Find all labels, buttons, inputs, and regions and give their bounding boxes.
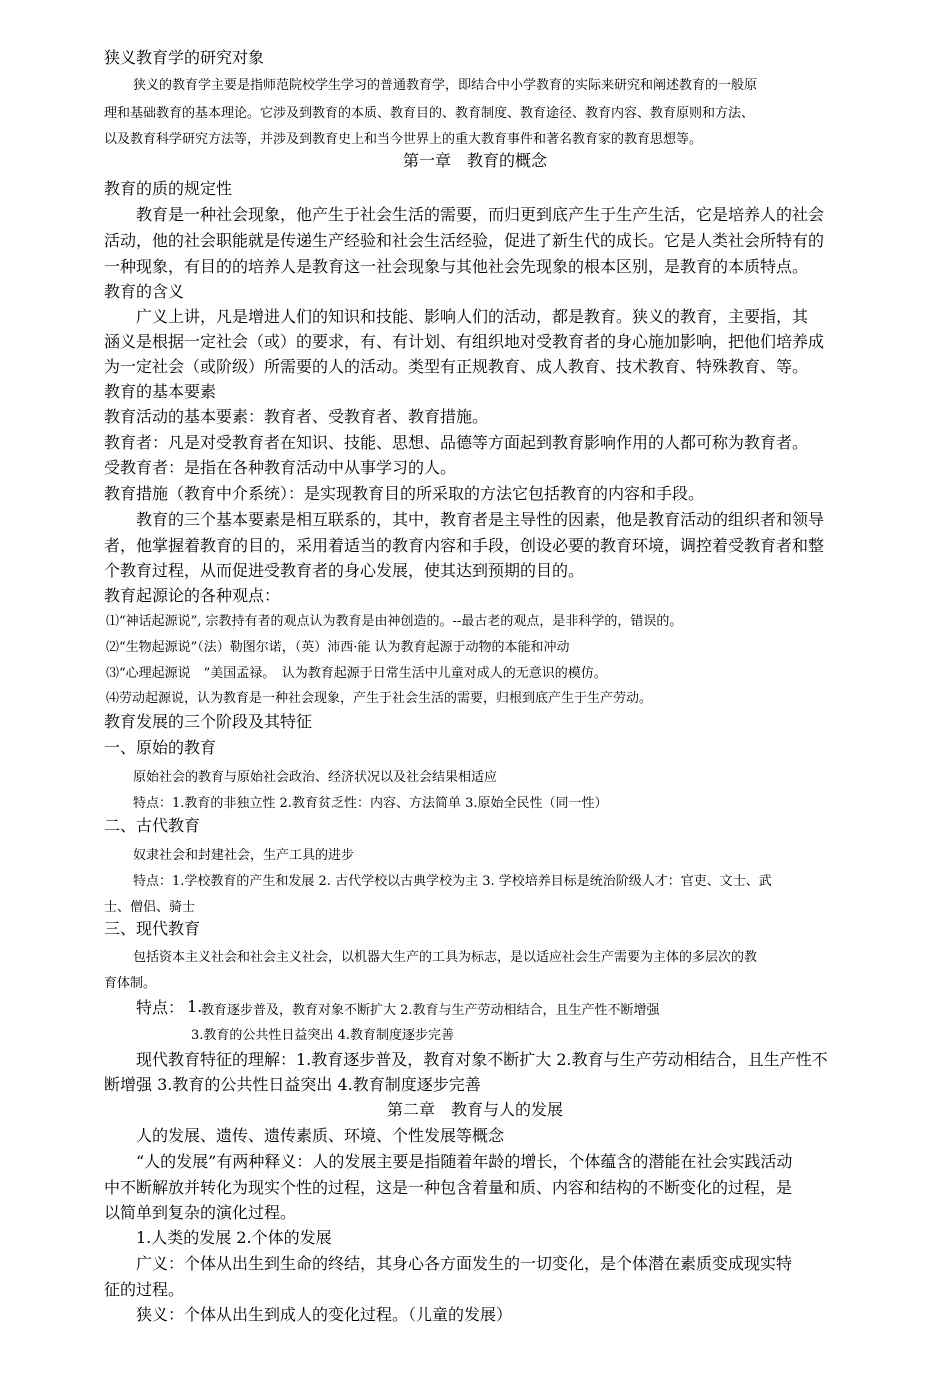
- paragraph-line: 奴隶社会和封建社会，生产工具的进步: [133, 848, 355, 863]
- section-heading: 教育发展的三个阶段及其特征: [104, 712, 313, 731]
- paragraph-line: 中不断解放并转化为现实个性的过程，这是一种包含着量和质、内容和结构的不断变化的过程，是: [104, 1178, 793, 1197]
- paragraph-line: 个教育过程，从而促进受教育者的身心发展，使其达到预期的目的。: [104, 561, 585, 580]
- paragraph-line: “人的发展”有两种释义：人的发展主要是指随着年龄的增长，个体蕴含的潜能在社会实践活动: [136, 1152, 793, 1171]
- list-item: ⑷劳动起源说，认为教育是一种社会现象，产生于社会生活的需要，归根到底产生于生产劳动。: [106, 691, 653, 706]
- paragraph-line: 涵义是根据一定社会（或）的要求，有、有计划、有组织地对受教育者的身心施加影响，把他们培养成: [104, 332, 825, 351]
- paragraph-line: 一种现象，有目的的培养人是教育这一社会现象与其他社会先现象的根本区别，是教育的本质特点。: [104, 257, 809, 276]
- paragraph-line: 征的过程。: [104, 1280, 185, 1299]
- list-item: ⑵“生物起源说”（法）勒图尔诺，（英）沛西·能 认为教育起源于动物的本能和冲动: [106, 640, 570, 655]
- paragraph-line: 者，他掌握着教育的目的，采用着适当的教育内容和手段，创设必要的教育环境，调控着受教育者和整: [104, 536, 825, 555]
- paragraph-line: 理和基础教育的基本理论。它涉及到教育的本质、教育目的、教育制度、教育途径、教育内容、教育原则和方法、: [104, 106, 755, 121]
- paragraph-line: 1.人类的发展 2.个体的发展: [136, 1228, 332, 1247]
- paragraph-line: 狭义：个体从出生到成人的变化过程。（儿童的发展）: [136, 1305, 513, 1324]
- features-number: 1.: [187, 997, 203, 1016]
- paragraph-line: 为一定社会（或阶级）所需要的人的活动。类型有正规教育、成人教育、技术教育、特殊教育、等。: [104, 357, 809, 376]
- paragraph-line: 受教育者：是指在各种教育活动中从事学习的人。: [104, 458, 457, 477]
- paragraph-line: 狭义的教育学主要是指师范院校学生学习的普通教育学，即结合中小学教育的实际来研究和阐述教育的一般原: [133, 78, 758, 93]
- subsection-heading: 二、古代教育: [104, 816, 201, 835]
- paragraph-line: 断增强 3.教育的公共性日益突出 4.教育制度逐步完善: [104, 1075, 481, 1094]
- chapter-title: 第一章 教育的概念: [402, 151, 547, 170]
- section-heading: 教育的质的规定性: [104, 179, 233, 198]
- paragraph-line: 以及教育科学研究方法等，并涉及到教育史上和当今世界上的重大教育事件和著名教育家的教育思想等。: [104, 132, 703, 147]
- paragraph-line: 特点：1.教育的非独立性 2.教育贫乏性：内容、方法简单 3.原始全民性（同一性）: [133, 796, 608, 811]
- section-heading: 教育的基本要素: [104, 382, 217, 401]
- paragraph-line: 育体制。: [104, 976, 157, 991]
- paragraph-line: 教育者：凡是对受教育者在知识、技能、思想、品德等方面起到教育影响作用的人都可称为教育者。: [104, 433, 809, 452]
- paragraph-line: 广义：个体从出生到生命的终结，其身心各方面发生的一切变化，是个体潜在素质变成现实特: [136, 1254, 793, 1273]
- paragraph-line: 原始社会的教育与原始社会政治、经济状况以及社会结果相适应: [133, 770, 498, 785]
- subsection-heading: 三、现代教育: [104, 919, 201, 938]
- paragraph-line: 广义上讲，凡是增进人们的知识和技能、影响人们的活动，都是教育。狭义的教育，主要指，其: [136, 307, 809, 326]
- section-heading: 人的发展、遗传、遗传素质、环境、个性发展等概念: [136, 1126, 505, 1145]
- paragraph-line: 教育逐步普及，教育对象不断扩大 2.教育与生产劳动相结合，且生产性不断增强: [201, 1003, 660, 1018]
- paragraph-line: 教育的三个基本要素是相互联系的，其中，教育者是主导性的因素，他是教育活动的组织者和领导: [136, 510, 825, 529]
- paragraph-line: 特点：1.学校教育的产生和发展 2. 古代学校以古典学校为主 3. 学校培养目标是统治阶级人才：官吏、文士、武: [133, 874, 772, 889]
- paragraph-line: 教育是一种社会现象，他产生于社会生活的需要，而归更到底产生于生产生活，它是培养人的社会: [136, 205, 825, 224]
- paragraph-line: 士、僧侣、骑士: [104, 900, 196, 915]
- section-heading: 教育的含义: [104, 282, 185, 301]
- paragraph-line: 教育活动的基本要素：教育者、受教育者、教育措施。: [104, 407, 489, 426]
- paragraph-line: 活动，他的社会职能就是传递生产经验和社会生活经验，促进了新生代的成长。它是人类社会所特有的: [104, 231, 825, 250]
- section-heading: 教育起源论的各种观点：: [104, 586, 281, 605]
- paragraph-line: 3.教育的公共性日益突出 4.教育制度逐步完善: [191, 1028, 454, 1043]
- paragraph-line: 以简单到复杂的演化过程。: [104, 1203, 297, 1222]
- chapter-title: 第二章 教育与人的发展: [386, 1100, 563, 1119]
- paragraph-line: 教育措施（教育中介系统）：是实现教育目的所采取的方法它包括教育的内容和手段。: [104, 484, 705, 503]
- section-heading: 狭义教育学的研究对象: [104, 48, 265, 67]
- list-item: ⑴“神话起源说”, 宗教持有者的观点认为教育是由神创造的。--最古老的观点，是非科学的，错误的。: [106, 614, 683, 629]
- paragraph-line: 包括资本主义社会和社会主义社会，以机器大生产的工具为标志，是以适应社会生产需要为主体的多层次的教: [133, 950, 758, 965]
- paragraph-line: 现代教育特征的理解：1.教育逐步普及，教育对象不断扩大 2.教育与生产劳动相结合，且生产性不: [136, 1050, 828, 1069]
- features-label: 特点：: [136, 998, 185, 1017]
- list-item: ⑶“心理起源说 ”美国孟禄。 认为教育起源于日常生活中儿童对成人的无意识的模仿。: [106, 666, 607, 681]
- subsection-heading: 一、原始的教育: [104, 738, 217, 757]
